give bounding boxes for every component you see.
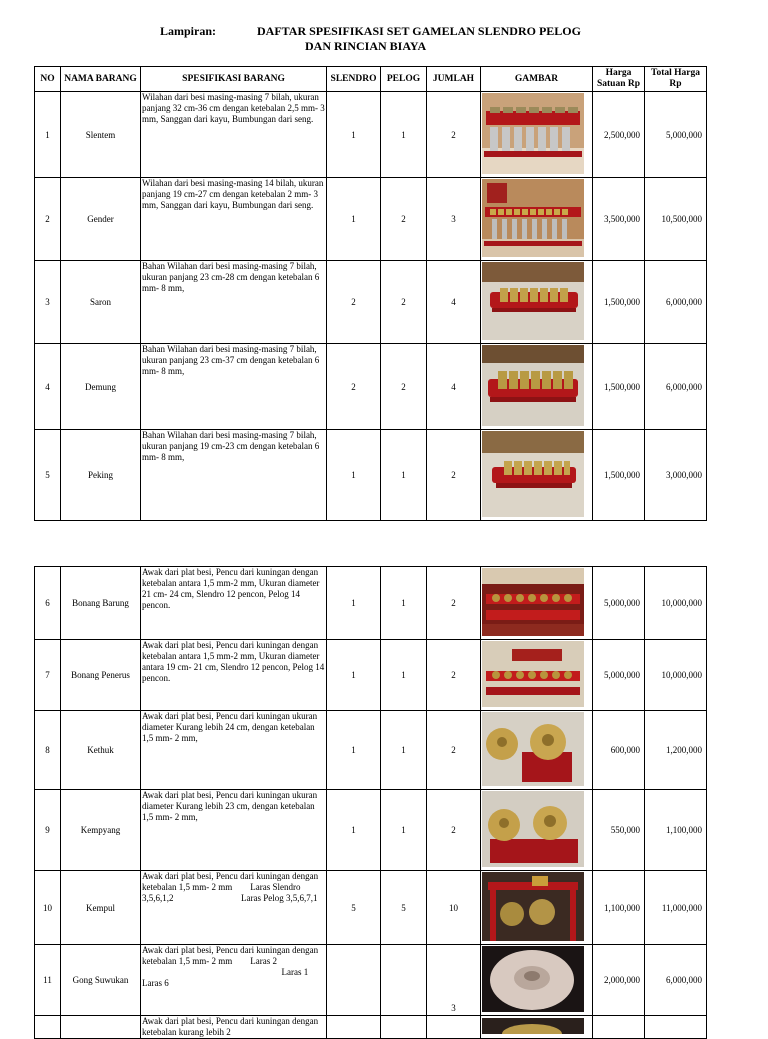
row-harga: 1,500,000 [593, 261, 645, 344]
row-spec: Awak dari plat besi, Pencu dari kuningan ukuran diameter Kurang lebih 24 cm, dengan ketebalan 1,5 mm- 2 mm, [141, 711, 327, 790]
row-nama: Slentem [61, 92, 141, 178]
row-no: 4 [35, 344, 61, 430]
gong-photo [481, 1016, 593, 1039]
row-jumlah: 3 [427, 178, 481, 261]
row-total: 10,000,000 [645, 567, 707, 640]
lampiran-label: Lampiran: [160, 24, 217, 38]
row-pelog: 1 [381, 567, 427, 640]
row-total: 5,000,000 [645, 92, 707, 178]
row-nama: Demung [61, 344, 141, 430]
row-harga: 550,000 [593, 790, 645, 871]
row-no: 8 [35, 711, 61, 790]
table-row [35, 945, 707, 1016]
row-no: 10 [35, 871, 61, 945]
row-total: 10,500,000 [645, 178, 707, 261]
row-slendro: 2 [327, 261, 381, 344]
table-row [35, 640, 707, 711]
row-pelog: 2 [381, 344, 427, 430]
slentem-photo [481, 92, 593, 178]
gong-suwukan-photo [481, 945, 593, 1016]
row-harga: 1,500,000 [593, 344, 645, 430]
table-row [35, 92, 707, 178]
table-row [35, 261, 707, 344]
table-row [35, 430, 707, 521]
col-gambar: GAMBAR [481, 67, 593, 92]
row-no: 1 [35, 92, 61, 178]
row-nama: Gong Suwukan [61, 945, 141, 1016]
peking-image [482, 431, 584, 517]
row-no [35, 1016, 61, 1039]
row-total: 6,000,000 [645, 261, 707, 344]
kempyang-image [482, 791, 584, 867]
row-spec: Awak dari plat besi, Pencu dari kuningan dengan ketebalan kurang lebih 2 [141, 1016, 327, 1039]
row-total: 10,000,000 [645, 640, 707, 711]
table-row [35, 178, 707, 261]
row-slendro: 1 [327, 178, 381, 261]
row-jumlah: 2 [427, 92, 481, 178]
row-slendro [327, 945, 381, 1016]
table-row [35, 567, 707, 640]
row-nama: Bonang Barung [61, 567, 141, 640]
row-no: 2 [35, 178, 61, 261]
row-total: 6,000,000 [645, 945, 707, 1016]
row-spec: Bahan Wilahan dari besi masing-masing 7 bilah, ukuran panjang 19 cm-23 cm dengan ketebalan 6 mm- 8 mm, [141, 430, 327, 521]
row-no: 3 [35, 261, 61, 344]
row-slendro: 1 [327, 790, 381, 871]
row-pelog: 1 [381, 430, 427, 521]
col-total: Total Harga Rp [645, 67, 707, 92]
row-harga: 2,500,000 [593, 92, 645, 178]
row-jumlah: 4 [427, 261, 481, 344]
gong-image [482, 1018, 584, 1034]
row-total [645, 1016, 707, 1039]
row-harga: 1,100,000 [593, 871, 645, 945]
row-harga [593, 1016, 645, 1039]
row-nama: Kempul [61, 871, 141, 945]
row-spec: Bahan Wilahan dari besi masing-masing 7 bilah, ukuran panjang 23 cm-28 cm dengan ketebalan 6 mm- 8 mm, [141, 261, 327, 344]
table-row [35, 1016, 707, 1039]
row-harga: 1,500,000 [593, 430, 645, 521]
gender-photo [481, 178, 593, 261]
row-spec: Awak dari plat besi, Pencu dari kuningan dengan ketebalan antara 1,5 mm-2 mm, Ukuran diameter antara 19 cm- 21 cm, Slendro 12 pencon, Pelog 14 pencon. [141, 640, 327, 711]
row-no: 5 [35, 430, 61, 521]
peking-photo [481, 430, 593, 521]
row-slendro [327, 1016, 381, 1039]
bonang-penerus-image [482, 641, 584, 707]
col-harga-satuan: Harga Satuan Rp [593, 67, 645, 92]
row-spec: Awak dari plat besi, Pencu dari kuningan ukuran diameter Kurang lebih 23 cm, dengan ketebalan 1,5 mm- 2 mm, [141, 790, 327, 871]
row-jumlah: 2 [427, 430, 481, 521]
row-total: 3,000,000 [645, 430, 707, 521]
row-no: 11 [35, 945, 61, 1016]
saron-image [482, 262, 584, 340]
title-line-2: DAN RINCIAN BIAYA [305, 39, 427, 53]
demung-image [482, 345, 584, 426]
row-nama: Peking [61, 430, 141, 521]
row-slendro: 1 [327, 711, 381, 790]
row-spec: Awak dari plat besi, Pencu dari kuningan dengan ketebalan 1,5 mm- 2 mm Laras 2 Laras 1 Laras 6 [141, 945, 327, 1016]
document-title [257, 24, 587, 54]
bonang-penerus-photo [481, 640, 593, 711]
row-nama [61, 1016, 141, 1039]
row-jumlah [427, 1016, 481, 1039]
row-pelog [381, 1016, 427, 1039]
col-no: NO [35, 67, 61, 92]
kethuk-photo [481, 711, 593, 790]
row-pelog: 5 [381, 871, 427, 945]
col-spesifikasi: SPESIFIKASI BARANG [141, 67, 327, 92]
kethuk-image [482, 712, 584, 786]
row-total: 1,100,000 [645, 790, 707, 871]
row-total: 6,000,000 [645, 344, 707, 430]
row-spec: Wilahan dari besi masing-masing 14 bilah, ukuran panjang 19 cm-27 cm dengan ketebalan 2 mm- 3 mm, Sanggan dari kayu, Bumbungan dari seng. [141, 178, 327, 261]
row-nama: Saron [61, 261, 141, 344]
row-slendro: 1 [327, 430, 381, 521]
row-no: 7 [35, 640, 61, 711]
row-pelog: 2 [381, 261, 427, 344]
row-slendro: 1 [327, 640, 381, 711]
kempul-image [482, 872, 584, 941]
kempul-photo [481, 871, 593, 945]
row-jumlah: 2 [427, 640, 481, 711]
row-jumlah: 4 [427, 344, 481, 430]
table-row [35, 790, 707, 871]
row-slendro: 1 [327, 567, 381, 640]
row-jumlah: 2 [427, 711, 481, 790]
row-harga: 5,000,000 [593, 640, 645, 711]
row-spec: Awak dari plat besi, Pencu dari kuningan dengan ketebalan 1,5 mm- 2 mm Laras Slendro 3,5,6,1,2 Laras Pelog 3,5,6,7,1 [141, 871, 327, 945]
col-slendro: SLENDRO [327, 67, 381, 92]
saron-photo [481, 261, 593, 344]
spec-table-1 [34, 66, 707, 521]
row-pelog: 1 [381, 711, 427, 790]
row-harga: 2,000,000 [593, 945, 645, 1016]
title-line-1: DAFTAR SPESIFIKASI SET GAMELAN SLENDRO PELOG [257, 24, 581, 38]
col-jumlah: JUMLAH [427, 67, 481, 92]
row-pelog: 1 [381, 92, 427, 178]
col-nama: NAMA BARANG [61, 67, 141, 92]
row-harga: 3,500,000 [593, 178, 645, 261]
kempyang-photo [481, 790, 593, 871]
row-nama: Kempyang [61, 790, 141, 871]
row-no: 6 [35, 567, 61, 640]
row-harga: 5,000,000 [593, 567, 645, 640]
row-nama: Gender [61, 178, 141, 261]
table-row [35, 871, 707, 945]
row-jumlah: 3 [427, 945, 481, 1016]
row-total: 1,200,000 [645, 711, 707, 790]
row-total: 11,000,000 [645, 871, 707, 945]
table-header-row [35, 67, 707, 92]
table-row [35, 711, 707, 790]
row-pelog [381, 945, 427, 1016]
row-harga: 600,000 [593, 711, 645, 790]
row-jumlah: 2 [427, 567, 481, 640]
row-jumlah: 10 [427, 871, 481, 945]
spec-table-2 [34, 566, 707, 1039]
row-jumlah: 2 [427, 790, 481, 871]
row-no: 9 [35, 790, 61, 871]
row-pelog: 2 [381, 178, 427, 261]
gong-suwukan-image [482, 946, 584, 1012]
demung-photo [481, 344, 593, 430]
row-nama: Kethuk [61, 711, 141, 790]
row-spec: Wilahan dari besi masing-masing 7 bilah, ukuran panjang 32 cm-36 cm dengan ketebalan 2,5 mm- 3 mm, Sanggan dari kayu, Bumbungan dari seng. [141, 92, 327, 178]
bonang-barung-photo [481, 567, 593, 640]
col-pelog: PELOG [381, 67, 427, 92]
row-pelog: 1 [381, 790, 427, 871]
row-spec: Bahan Wilahan dari besi masing-masing 7 bilah, ukuran panjang 23 cm-37 cm dengan ketebalan 6 mm- 8 mm, [141, 344, 327, 430]
gender-image [482, 179, 584, 257]
row-nama: Bonang Penerus [61, 640, 141, 711]
row-slendro: 1 [327, 92, 381, 178]
slentem-image [482, 93, 584, 174]
table-row [35, 344, 707, 430]
row-slendro: 2 [327, 344, 381, 430]
row-spec: Awak dari plat besi, Pencu dari kuningan dengan ketebalan antara 1,5 mm-2 mm, Ukuran diameter 21 cm- 24 cm, Slendro 12 pencon, Pelog 14 pencon. [141, 567, 327, 640]
bonang-barung-image [482, 568, 584, 636]
row-pelog: 1 [381, 640, 427, 711]
row-slendro: 5 [327, 871, 381, 945]
